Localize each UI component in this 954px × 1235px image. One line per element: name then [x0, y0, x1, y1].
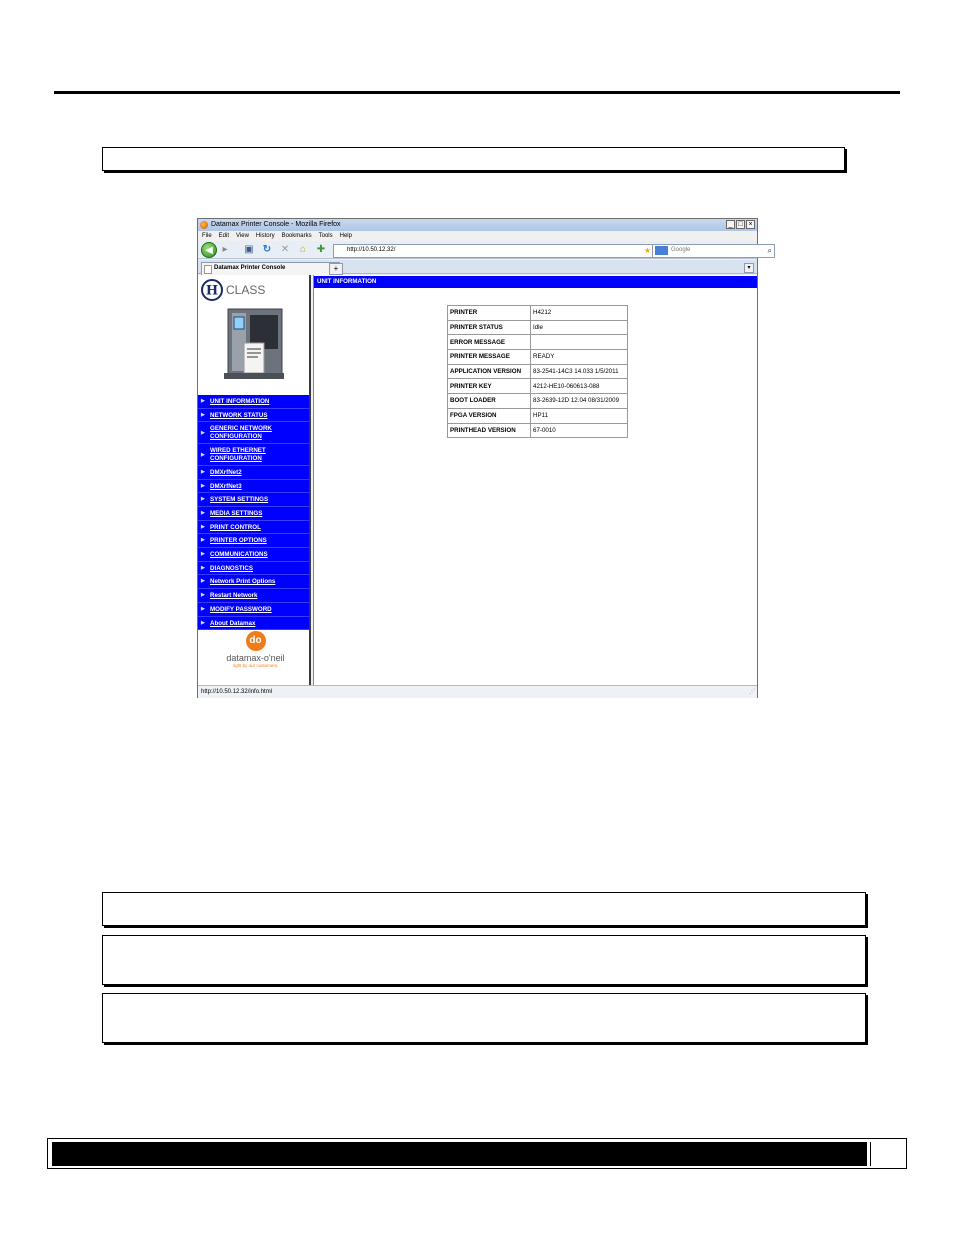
- navigation-toolbar: [198, 241, 772, 259]
- row-value: 67-0010: [531, 423, 628, 438]
- nav-network-print-options[interactable]: ▶ Network Print Options: [198, 575, 309, 589]
- forward-arrow-icon[interactable]: ▸: [222, 244, 228, 255]
- row-value: H4212: [531, 306, 628, 321]
- caption-box: [102, 147, 845, 171]
- hclass-logo: [201, 279, 281, 301]
- tab-title: Datamax Printer Console: [214, 265, 286, 271]
- row-key: PRINTHEAD VERSION: [448, 423, 531, 438]
- menu-bookmarks[interactable]: Bookmarks: [281, 233, 312, 239]
- content-panel: [313, 275, 757, 685]
- nav-print-control[interactable]: ▶ PRINT CONTROL: [198, 521, 309, 535]
- unit-info-table: [447, 305, 628, 438]
- search-icon[interactable]: ⌕: [767, 246, 772, 255]
- row-value: Idle: [531, 320, 628, 335]
- nav-diagnostics[interactable]: ▶ DIAGNOSTICS: [198, 562, 309, 576]
- table-row: [448, 306, 628, 321]
- search-engine-icon[interactable]: [655, 246, 668, 255]
- row-key: PRINTER: [448, 306, 531, 321]
- reload-icon[interactable]: ↻: [262, 244, 272, 255]
- browser-window: [197, 218, 772, 698]
- table-row: [448, 335, 628, 350]
- menu-history[interactable]: History: [255, 233, 275, 239]
- menu-help[interactable]: Help: [339, 233, 352, 239]
- title-bar: [198, 219, 757, 231]
- nav-network-status[interactable]: ▶ NETWORK STATUS: [198, 409, 309, 423]
- firefox-icon: [200, 221, 208, 229]
- nav-about-datamax[interactable]: ▶ About Datamax: [198, 617, 309, 631]
- table-row: [448, 364, 628, 379]
- menu-tools[interactable]: Tools: [318, 233, 333, 239]
- tab-printer-console[interactable]: [201, 262, 340, 275]
- note-box-1: [102, 892, 866, 926]
- print-icon[interactable]: ▣: [244, 244, 254, 255]
- row-key: FPGA VERSION: [448, 408, 531, 423]
- nav-communications[interactable]: ▶ COMMUNICATIONS: [198, 548, 309, 562]
- row-value: HP11: [531, 408, 628, 423]
- content-header: UNIT INFORMATION: [314, 276, 757, 288]
- row-key: PRINTER KEY: [448, 379, 531, 394]
- maximize-button[interactable]: □: [736, 220, 745, 229]
- nav-generic-network-configuration[interactable]: ▶ GENERIC NETWORK CONFIGURATION: [198, 422, 309, 444]
- nav-wired-ethernet-configuration[interactable]: ▶ WIRED ETHERNET CONFIGURATION: [198, 444, 309, 466]
- menu-edit[interactable]: Edit: [218, 233, 230, 239]
- note-box-2: [102, 935, 866, 985]
- stop-icon[interactable]: ✕: [280, 244, 290, 255]
- row-key: BOOT LOADER: [448, 394, 531, 409]
- search-placeholder: Google: [671, 247, 691, 253]
- nav-modify-password[interactable]: ▶ MODIFY PASSWORD: [198, 603, 309, 617]
- page-icon: [204, 265, 212, 274]
- status-bar: [198, 685, 757, 698]
- url-bar[interactable]: [333, 244, 660, 258]
- row-value: [531, 335, 628, 350]
- header-rule: [54, 91, 900, 94]
- nav-dmxrfnet2[interactable]: ▶ DMXrfNet2: [198, 466, 309, 480]
- add-bookmark-icon[interactable]: ✚: [316, 244, 326, 255]
- row-value: 83-2639-12D 12.04 08/31/2009: [531, 394, 628, 409]
- table-row: [448, 394, 628, 409]
- table-row: [448, 320, 628, 335]
- menu-file[interactable]: File: [202, 233, 212, 239]
- search-input[interactable]: [652, 244, 775, 258]
- table-row: [448, 350, 628, 365]
- row-key: ERROR MESSAGE: [448, 335, 531, 350]
- printer-image: [220, 305, 286, 381]
- status-url: http://10.50.12.32/info.html: [201, 689, 273, 695]
- menu-bar: [198, 231, 757, 241]
- table-row: [448, 423, 628, 438]
- nav-unit-information[interactable]: ▶ UNIT INFORMATION: [198, 395, 309, 409]
- nav-dmxrfnet3[interactable]: ▶ DMXrfNet3: [198, 480, 309, 494]
- page-number-box: [870, 1142, 904, 1166]
- console-nav-menu: [198, 395, 309, 630]
- home-icon[interactable]: ⌂: [299, 244, 307, 255]
- nav-system-settings[interactable]: ▶ SYSTEM SETTINGS: [198, 493, 309, 507]
- close-button[interactable]: ×: [746, 220, 755, 229]
- datamax-brand-name: datamax-o'neil: [226, 653, 285, 663]
- footer-bar: [47, 1138, 907, 1169]
- printer-sidebar: [198, 275, 311, 685]
- bookmark-star-icon[interactable]: ★: [643, 246, 651, 255]
- logo-text: CLASS: [226, 283, 266, 297]
- svg-text:H: H: [205, 283, 219, 299]
- row-value: 83-2541-14C3 14.033 1/5/2011: [531, 364, 628, 379]
- menu-view[interactable]: View: [236, 233, 249, 239]
- row-value: 4212-HE10-060613-088: [531, 379, 628, 394]
- row-key: PRINTER MESSAGE: [448, 350, 531, 365]
- footer-black-band: [52, 1142, 867, 1166]
- back-arrow-icon[interactable]: ◀: [201, 242, 217, 258]
- nav-printer-options[interactable]: ▶ PRINTER OPTIONS: [198, 534, 309, 548]
- nav-restart-network[interactable]: ▶ Restart Network: [198, 589, 309, 603]
- note-box-3: [102, 993, 866, 1043]
- new-tab-button[interactable]: +: [329, 263, 343, 275]
- datamax-logo: [218, 631, 293, 677]
- table-row: [448, 408, 628, 423]
- tab-list-button[interactable]: ▾: [744, 263, 754, 273]
- minimize-button[interactable]: _: [726, 220, 735, 229]
- table-row: [448, 379, 628, 394]
- row-value: READY: [531, 350, 628, 365]
- datamax-logo-mark: do: [246, 631, 266, 651]
- row-key: PRINTER STATUS: [448, 320, 531, 335]
- nav-media-settings[interactable]: ▶ MEDIA SETTINGS: [198, 507, 309, 521]
- resize-grip-icon[interactable]: ⋰: [749, 689, 755, 695]
- window-title: Datamax Printer Console - Mozilla Firefox: [211, 221, 341, 228]
- row-key: APPLICATION VERSION: [448, 364, 531, 379]
- tab-strip: [198, 260, 757, 274]
- datamax-tagline: right by our customers.: [232, 663, 279, 668]
- url-text: http://10.50.12.32/: [347, 247, 396, 253]
